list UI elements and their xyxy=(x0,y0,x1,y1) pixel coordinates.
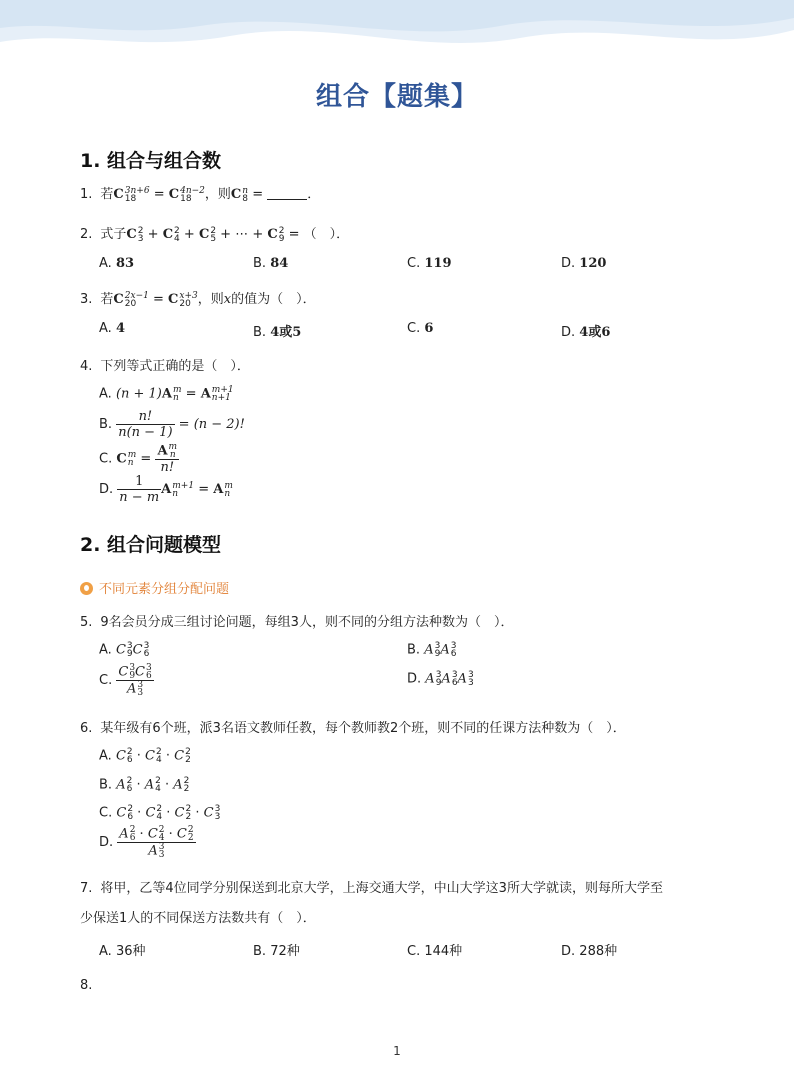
q5-option-b[interactable]: B. A 3 9 A 3 6 xyxy=(407,641,457,659)
q2-option-b[interactable]: B. 84 xyxy=(253,256,289,271)
question-4: 4. 下列等式正确的是（ ）． xyxy=(80,359,250,374)
q6-option-c[interactable]: C. C 2 6 · C 2 4 · C 2 2 · C 3 3 xyxy=(99,804,221,822)
q6-option-b[interactable]: B. A 2 6 · A 2 4 · A 2 2 xyxy=(99,776,190,794)
question-number: 7. xyxy=(80,881,93,896)
question-number: 4. xyxy=(80,359,93,374)
q2-option-a[interactable]: A. 83 xyxy=(99,256,135,271)
answer-blank xyxy=(267,187,307,200)
q3-option-a[interactable]: A. 4 xyxy=(99,321,125,336)
question-2: 2. 式子C 2 3 + C 2 4 + C 2 5 + ⋯ + C 2 9 = （ ）． xyxy=(80,225,350,244)
q3-option-c[interactable]: C. 6 xyxy=(407,321,434,336)
q7-option-a[interactable]: A. 36种 xyxy=(99,944,146,959)
question-7-line2: 少保送1人的不同保送方法数共有（ ）． xyxy=(80,911,316,926)
question-8: 8. xyxy=(80,978,93,993)
question-1: 1. 若C 3n+6 18 = C 4n−2 18 ，则C n 8 = ． xyxy=(80,185,321,204)
q6-option-d[interactable]: D. A 2 6 · C 2 4 · C 2 2 A 3 3 xyxy=(99,825,194,860)
question-number: 5. xyxy=(80,615,93,630)
question-6: 6. 某年级有6个班，派3名语文教师任教，每个教师教2个班，则不同的任课方法种数为（ ）． xyxy=(80,721,626,736)
question-number: 3. xyxy=(80,292,93,307)
section-heading-1: 1. 组合与组合数 xyxy=(80,150,222,172)
q4-option-d[interactable]: D. $\frac{1}{n - m}$ A m+1 n = A m n xyxy=(99,474,233,505)
page-title: 组合【题集】 xyxy=(315,82,478,112)
q6-option-a[interactable]: A. C 2 6 · C 2 4 · C 2 2 xyxy=(99,747,191,765)
q4-option-b[interactable]: B. $\frac{n!}{n(n - 1)}$ = (n − 2)! xyxy=(99,409,245,440)
tip-label: 不同元素分组分配问题 xyxy=(80,578,229,597)
q7-option-c[interactable]: C. 144种 xyxy=(407,944,463,959)
section-heading-2: 2. 组合问题模型 xyxy=(80,534,222,556)
question-3: 3. 若C 2x−1 20 = C x+3 20 ，则x的值为（ ）． xyxy=(80,290,316,309)
q7-option-d[interactable]: D. 288种 xyxy=(561,944,618,959)
q5-option-a[interactable]: A. C 3 9 C 3 6 xyxy=(99,641,150,659)
q3-option-d[interactable]: D. 4或6 xyxy=(561,325,611,340)
question-number: 6. xyxy=(80,721,93,736)
question-5: 5. 9名会员分成三组讨论问题，每组3人，则不同的分组方法种数为（ ）． xyxy=(80,615,514,630)
question-number: 1. xyxy=(80,187,93,202)
q2-option-c[interactable]: C. 119 xyxy=(407,256,452,271)
q7-option-b[interactable]: B. 72种 xyxy=(253,944,300,959)
header-wave-decoration xyxy=(0,0,794,60)
lightbulb-icon xyxy=(80,582,93,595)
q3-option-b[interactable]: B. 4或5 xyxy=(253,325,302,340)
page-number: 1 xyxy=(393,1044,401,1058)
question-7: 7. 将甲，乙等4位同学分别保送到北京大学，上海交通大学，中山大学这3所大学就读，则每所大学至 xyxy=(80,881,663,896)
q5-option-d[interactable]: D. A 3 9 A 3 6 A 3 3 xyxy=(407,670,474,688)
q5-option-c[interactable]: C. C 3 9 C 3 6 A 3 3 xyxy=(99,663,152,698)
question-number: 2. xyxy=(80,227,93,242)
q4-option-c[interactable]: C. C m n = A m n n! xyxy=(99,442,178,475)
q2-option-d[interactable]: D. 120 xyxy=(561,256,607,271)
q4-option-a[interactable]: A. (n + 1)A m n = A m+1 n+1 xyxy=(99,385,234,403)
